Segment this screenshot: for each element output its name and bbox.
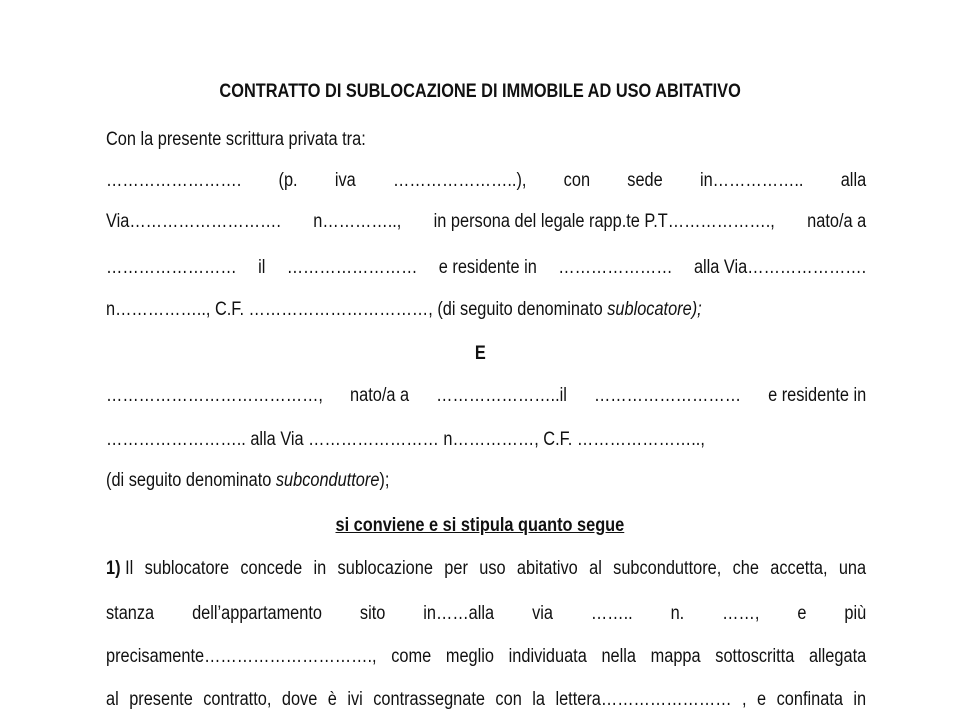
justified-line: al presente contratto, dove è ivi contrassegnate con la lettera…………………… , e confinata in	[106, 689, 867, 710]
clause1-line-2	[106, 602, 867, 626]
justified-line: ……………………. (p. iva …………………..), con sede in…………….. alla	[106, 170, 867, 191]
party2-line-1	[106, 384, 867, 408]
clause1-line-1	[106, 557, 867, 581]
clause1-line-3	[106, 645, 867, 669]
justified-line: …………………… il …………………… e residente in ………………… alla Via………………….	[106, 257, 867, 278]
party-separator: E	[474, 343, 486, 364]
party2-line-2: …………………….. alla Via …………………… n……………, C.F. …………………..,	[106, 429, 705, 450]
party1-line-3	[106, 256, 867, 280]
party1-line-1	[106, 169, 867, 193]
party2-line-3: (di seguito denominato subconduttore);	[106, 470, 390, 491]
justified-line: Via………………………. n………….., in persona del legale rapp.te P.T………………., nato/a a	[106, 211, 867, 232]
justified-line: 1) Il sublocatore concede in sublocazione per uso abitativo al subconduttore, che accetta, una	[106, 558, 867, 579]
party1-line-2	[106, 210, 867, 234]
justified-line: precisamente…………………………., come meglio individuata nella mappa sottoscritta allegata	[106, 646, 867, 667]
justified-line: stanza dell’appartamento sito in……alla via …….. n. ……, e più	[106, 603, 867, 624]
clause-heading: si conviene e si stipula quanto segue	[335, 515, 625, 536]
party1-line-4: n…………….., C.F. ……………………………, (di seguito denominato sublocatore);	[106, 299, 702, 320]
document-title: CONTRATTO DI SUBLOCAZIONE DI IMMOBILE AD USO ABITATIVO	[219, 81, 741, 102]
intro-line: Con la presente scrittura privata tra:	[106, 129, 366, 150]
clause1-line-4	[106, 688, 867, 712]
justified-line: …………………………………, nato/a a …………………..il ……………………… e residente in	[106, 385, 867, 406]
clause-number: 1)	[106, 558, 121, 579]
